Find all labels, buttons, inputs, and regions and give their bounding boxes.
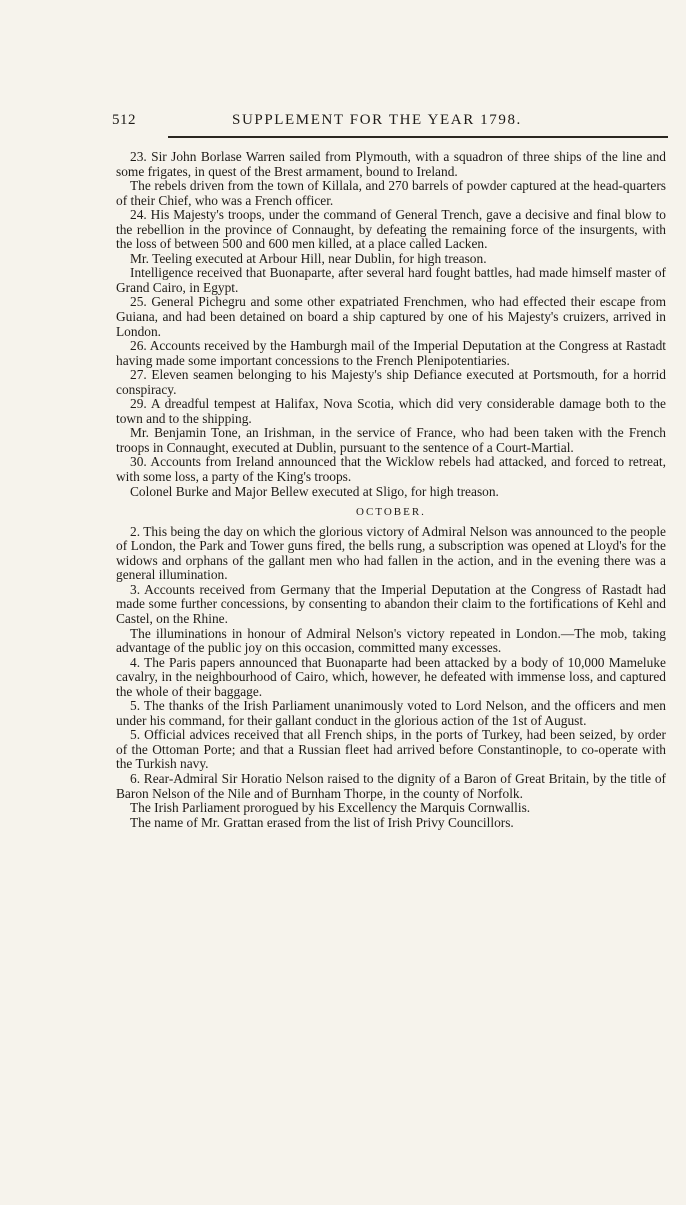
entry-illuminations: The illuminations in honour of Admiral Nelson's victory repeated in London.—The mob, taking advantage of the public joy on this occasion, committed many excesses.	[116, 625, 666, 656]
entry-23-warren: 23. Sir John Borlase Warren sailed from Plymouth, with a squadron of three ships of the line and some frigates, in quest of the Brest armament, bound to Ireland.	[116, 149, 666, 179]
chronicle-body	[116, 150, 666, 830]
entry-oct-3-rastadt: 3. Accounts received from Germany that the Imperial Deputation at the Congress of Rastadt had made some further concessions, by consenting to abandon their claim to the fortifications of Kehl and Castel, on the Rhine.	[116, 581, 666, 626]
header-rule	[168, 136, 668, 138]
entry-30-wicklow: 30. Accounts from Ireland announced that the Wicklow rebels had attacked, and forced to retreat, with some loss, a party of the King's troops.	[116, 454, 666, 485]
entry-tone: Mr. Benjamin Tone, an Irishman, in the service of France, who had been taken with the French troops in Connaught, executed at Dublin, pursuant to the sentence of a Court-Martial.	[116, 425, 666, 455]
entry-26-rastadt: 26. Accounts received by the Hamburgh mail of the Imperial Deputation at the Congress at Rastadt having made some important concessions to the French Plenipotentiaries.	[116, 338, 666, 368]
entry-killala: The rebels driven from the town of Killala, and 270 barrels of powder captured at the head-quarters of their Chief, who was a French officer.	[116, 178, 666, 208]
entry-oct-2-nelson: 2. This being the day on which the glorious victory of Admiral Nelson was announced to the people of London, the Park and Tower guns fired, the bells rung, a subscription was opened at Lloyd's for the widows and orphans of the gallant men who had fallen in the action, and in the evening there was a general illumination.	[116, 523, 666, 583]
entry-oct-6-baron: 6. Rear-Admiral Sir Horatio Nelson raised to the dignity of a Baron of Great Britain, by the title of Baron Nelson of the Nile and of Burnham Thorpe, in the county of Norfolk.	[116, 770, 666, 801]
entry-27-defiance: 27. Eleven seamen belonging to his Majesty's ship Defiance executed at Portsmouth, for a horrid conspiracy.	[116, 367, 666, 397]
entry-oct-4-paris: 4. The Paris papers announced that Buonaparte had been attacked by a body of 10,000 Mameluke cavalry, in the neighbourhood of Cairo, which, however, he defeated with immense loss, and captured the whole of their baggage.	[116, 654, 666, 699]
entry-teeling: Mr. Teeling executed at Arbour Hill, near Dublin, for high treason.	[130, 250, 487, 266]
entry-prorogued: The Irish Parliament prorogued by his Excellency the Marquis Cornwallis.	[130, 800, 531, 816]
entry-25-pichegru: 25. General Pichegru and some other expatriated Frenchmen, who had effected their escape from Guiana, and had been detained on board a ship captured by one of his Majesty's cruizers, arrived in London.	[116, 294, 666, 339]
entry-burke-bellew: Colonel Burke and Major Bellew executed at Sligo, for high treason.	[130, 483, 499, 499]
entry-24-trench: 24. His Majesty's troops, under the command of General Trench, gave a decisive and final blow to the rebellion in the province of Connaught, by defeating the remaining force of the insurgents, with the loss of between 500 and 600 men killed, at a place called Lacken.	[116, 207, 666, 252]
page-number: 512	[112, 112, 136, 128]
entry-grattan: The name of Mr. Grattan erased from the list of Irish Privy Councillors.	[130, 814, 514, 830]
month-heading: OCTOBER.	[356, 506, 426, 519]
page-header	[112, 112, 672, 134]
entry-cairo: Intelligence received that Buonaparte, after several hard fought battles, had made himself master of Grand Cairo, in Egypt.	[116, 265, 666, 295]
running-title: SUPPLEMENT FOR THE YEAR 1798.	[232, 112, 522, 128]
entry-29-halifax: 29. A dreadful tempest at Halifax, Nova Scotia, which did very considerable damage both to the town and to the shipping.	[116, 396, 666, 426]
entry-oct-5-thanks: 5. The thanks of the Irish Parliament unanimously voted to Lord Nelson, and the officers and men under his command, for their gallant conduct in the glorious action of the 1st of August.	[116, 698, 666, 728]
entry-oct-5-turkey: 5. Official advices received that all French ships, in the ports of Turkey, had been seized, by order of the Ottoman Porte; and that a Russian fleet had arrived before Constantinople, to co-operate with the Turkish navy.	[116, 727, 666, 772]
